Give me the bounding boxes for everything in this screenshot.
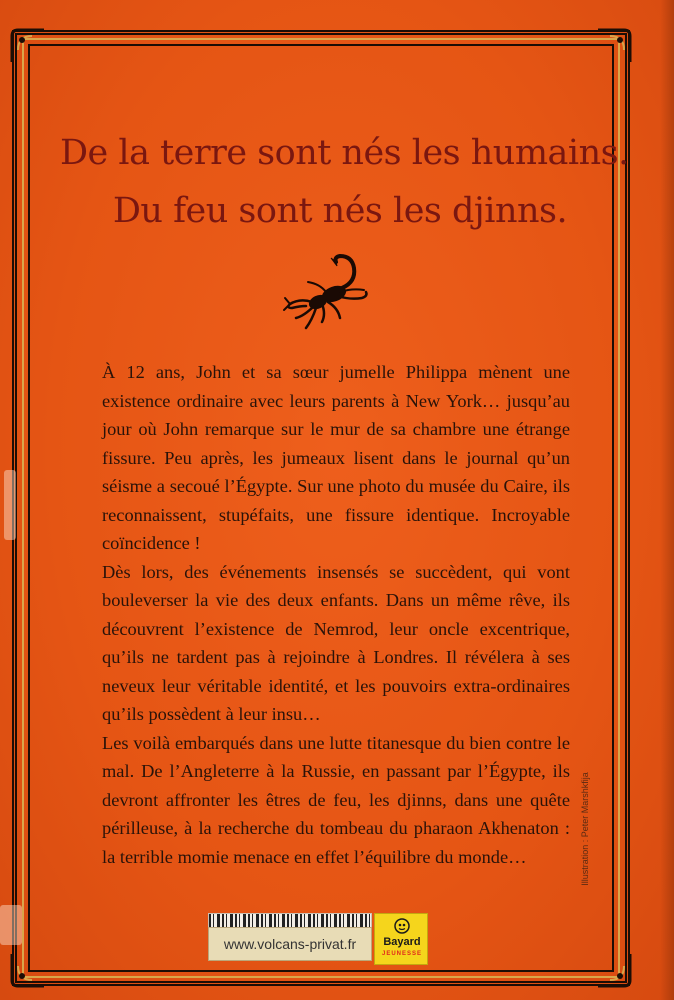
publisher-name: Bayard bbox=[383, 936, 421, 948]
synopsis bbox=[102, 358, 570, 871]
cover-wear-mark bbox=[0, 905, 22, 945]
illustration-credit-text: Illustration : Peter Marshkfija bbox=[580, 772, 590, 886]
tagline-line-2: Du feu sont nés les djinns. bbox=[112, 191, 568, 231]
synopsis-paragraph-1: À 12 ans, John et sa sœur jumelle Philippa mènent une existence ordinaire avec leurs parents à New York… jusqu’au jour où John remarque sur le mur de sa chambre une étrange fissure. Peu après, les jumeaux lisent dans le journal qu’un séisme a secoué l’Égypte. Sur une photo du musée du Caire, ils reconnaissent, stupéfaits, une fissure identique. Incroyable coïncidence ! bbox=[102, 362, 570, 553]
corner-ornament-icon bbox=[594, 950, 634, 990]
cover-wear-mark bbox=[4, 470, 16, 540]
bayard-logo-icon bbox=[394, 918, 410, 934]
synopsis-paragraph-2: Dès lors, des événements insensés se succèdent, qui vont bouleverser la vie des deux enfants. Dans un même rêve, ils découvrent l’existence de Nemrod, leur oncle excentrique, qu’ils ne tardent pas à rejoindre à Londres. Il révélera à ses neveux leur véritable identité, et les pouvoirs extra-ordinaires qu’ils possèdent à leur insu… bbox=[102, 561, 570, 724]
corner-ornament-icon bbox=[594, 26, 634, 66]
illustration-credit bbox=[578, 704, 592, 954]
price-sticker bbox=[208, 913, 428, 965]
synopsis-paragraph-3: Les voilà embarqués dans une lutte titanesque du bien contre le mal. De l’Angleterre à la Russie, en passant par l’Égypte, ils devront affronter les êtres de feu, les djinns, dans une quête périlleuse, à la recherche du tombeau du pharaon Akhenaton : la terrible momie menace en effet l’équilibre du monde… bbox=[102, 732, 570, 867]
website-url[interactable]: www.volcans-privat.fr bbox=[223, 936, 357, 952]
corner-ornament-icon bbox=[8, 26, 48, 66]
scorpion-icon bbox=[282, 248, 374, 332]
publisher-imprint: JEUNESSE bbox=[381, 951, 422, 957]
corner-ornament-icon bbox=[8, 950, 48, 990]
publisher-logo bbox=[374, 913, 428, 965]
tagline bbox=[60, 124, 629, 240]
website-label[interactable] bbox=[208, 927, 372, 961]
tagline-line-1: De la terre sont nés les humains. bbox=[60, 133, 629, 173]
